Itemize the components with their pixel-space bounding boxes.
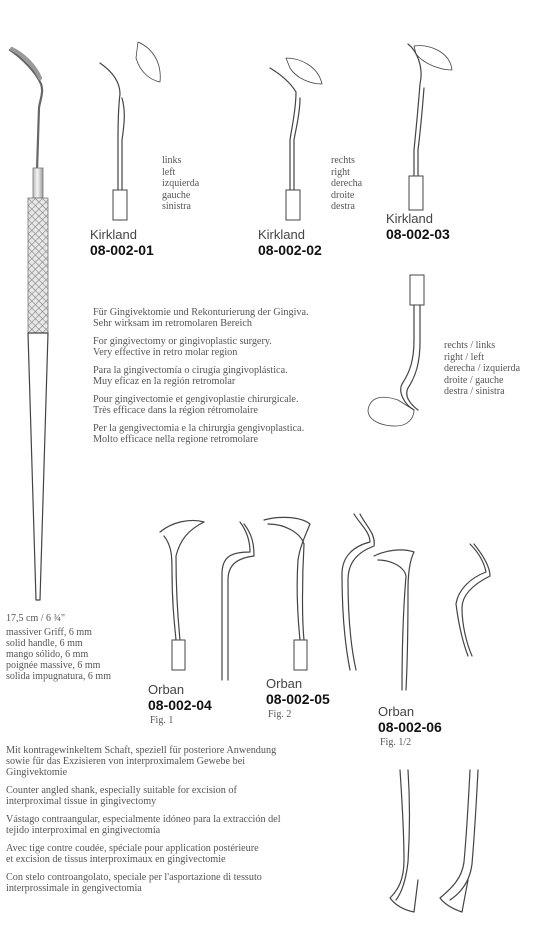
drawing-08-002-04 [160, 520, 254, 680]
side-label: droite / gauche [444, 374, 504, 386]
handle-specs [6, 613, 111, 682]
product-code-08-002-05: 08-002-05 [266, 691, 330, 707]
product-code-08-002-02: 08-002-02 [258, 242, 322, 258]
desc-de: Für Gingivektomie und Rekonturierung der Gingiva. Sehr wirksam im retromolaren Bereich [93, 307, 309, 329]
handle-spec-line: massiver Griff, 6 mm [6, 627, 92, 638]
handle-spec-line: solida impugnatura, 6 mm [6, 671, 111, 682]
desc-es: Vástago contraangular, especialmente idóneo para la extracción del tejido interproximal en gingivectomía [6, 814, 281, 836]
drawing-08-002-01 [100, 42, 160, 220]
fig-label-08-002-05: Fig. 2 [268, 709, 292, 720]
fig-label-08-002-04: Fig. 1 [150, 715, 174, 726]
product-name-08-002-01: Kirkland [90, 227, 137, 242]
desc-it: Con stelo controangolato, speciale per l'asportazione di tessuto interprossimale in gengivectomia [6, 872, 262, 894]
side-list-08-002-02 [331, 155, 362, 213]
handle-spec-line: poignée massive, 6 mm [6, 660, 101, 671]
side-label: destra [331, 201, 355, 212]
desc-en: Counter angled shank, especially suitable for excision of interproximal tissue in gingivectomy [6, 785, 237, 807]
side-label: destra / sinistra [444, 386, 505, 397]
side-label: derecha / izquierda [444, 363, 521, 374]
product-name-08-002-03: Kirkland [386, 211, 433, 226]
product-code-08-002-06: 08-002-06 [378, 719, 442, 735]
product-name-08-002-05: Orban [266, 676, 303, 691]
full-instrument-photo [10, 49, 48, 600]
drawing-08-002-06 [374, 544, 490, 690]
side-label: rechts [331, 155, 355, 166]
handle-spec-line: solid handle, 6 mm [6, 638, 83, 649]
desc-fr: Avec tige contre coudée, spéciale pour application postérieure et excision de tissus interproximaux en gingivectomie [6, 843, 259, 865]
drawing-08-002-03-top [408, 44, 452, 210]
side-label: right [331, 166, 350, 178]
side-label: right / left [444, 351, 484, 363]
product-code-08-002-03: 08-002-03 [386, 226, 450, 242]
desc-it: Per la gengivectomia e la chirurgia gengivoplastica. Molto efficace nella regione retromolare [93, 423, 305, 445]
kirkland-description [93, 307, 393, 452]
side-label: left [162, 166, 176, 178]
fig-label-08-002-06: Fig. 1/2 [380, 737, 412, 748]
side-label: izquierda [162, 178, 200, 189]
side-label: derecha [331, 178, 363, 189]
desc-en: For gingivectomy or gingivoplastic surgery. Very effective in retro molar region [93, 336, 272, 358]
side-label: sinistra [162, 201, 191, 212]
drawing-08-002-05 [264, 514, 374, 670]
handle-size: 17,5 cm / 6 ¾" [6, 613, 66, 624]
side-label: links [162, 155, 182, 166]
desc-es: Para la gingivectomía o cirugía gingivoplástica. Muy eficaz en la región retromolar [93, 365, 288, 387]
orban-description [6, 745, 336, 901]
desc-fr: Pour gingivectomie et gengivoplastie chirurgicale. Très efficace dans la région rétromolaire [93, 394, 299, 416]
handle-spec-line: mango sólido, 6 mm [6, 649, 89, 660]
side-label: droite [331, 189, 355, 201]
desc-de: Mit kontragewinkeltem Schaft, speziell für posteriore Anwendung sowie für das Exzisieren von interproximalem Gewebe bei Gingivektomie [6, 745, 277, 778]
side-list-08-002-01 [162, 155, 199, 213]
drawing-08-002-02 [270, 58, 322, 220]
product-code-08-002-04: 08-002-04 [148, 697, 212, 713]
product-name-08-002-04: Orban [148, 682, 185, 697]
side-label: rechts / links [444, 340, 496, 351]
side-label: gauche [162, 189, 191, 201]
product-name-08-002-06: Orban [378, 704, 415, 719]
product-code-08-002-01: 08-002-01 [90, 242, 154, 258]
side-list-08-002-03 [444, 340, 520, 398]
product-name-08-002-02: Kirkland [258, 227, 305, 242]
drawing-orban-bottom [390, 770, 478, 912]
